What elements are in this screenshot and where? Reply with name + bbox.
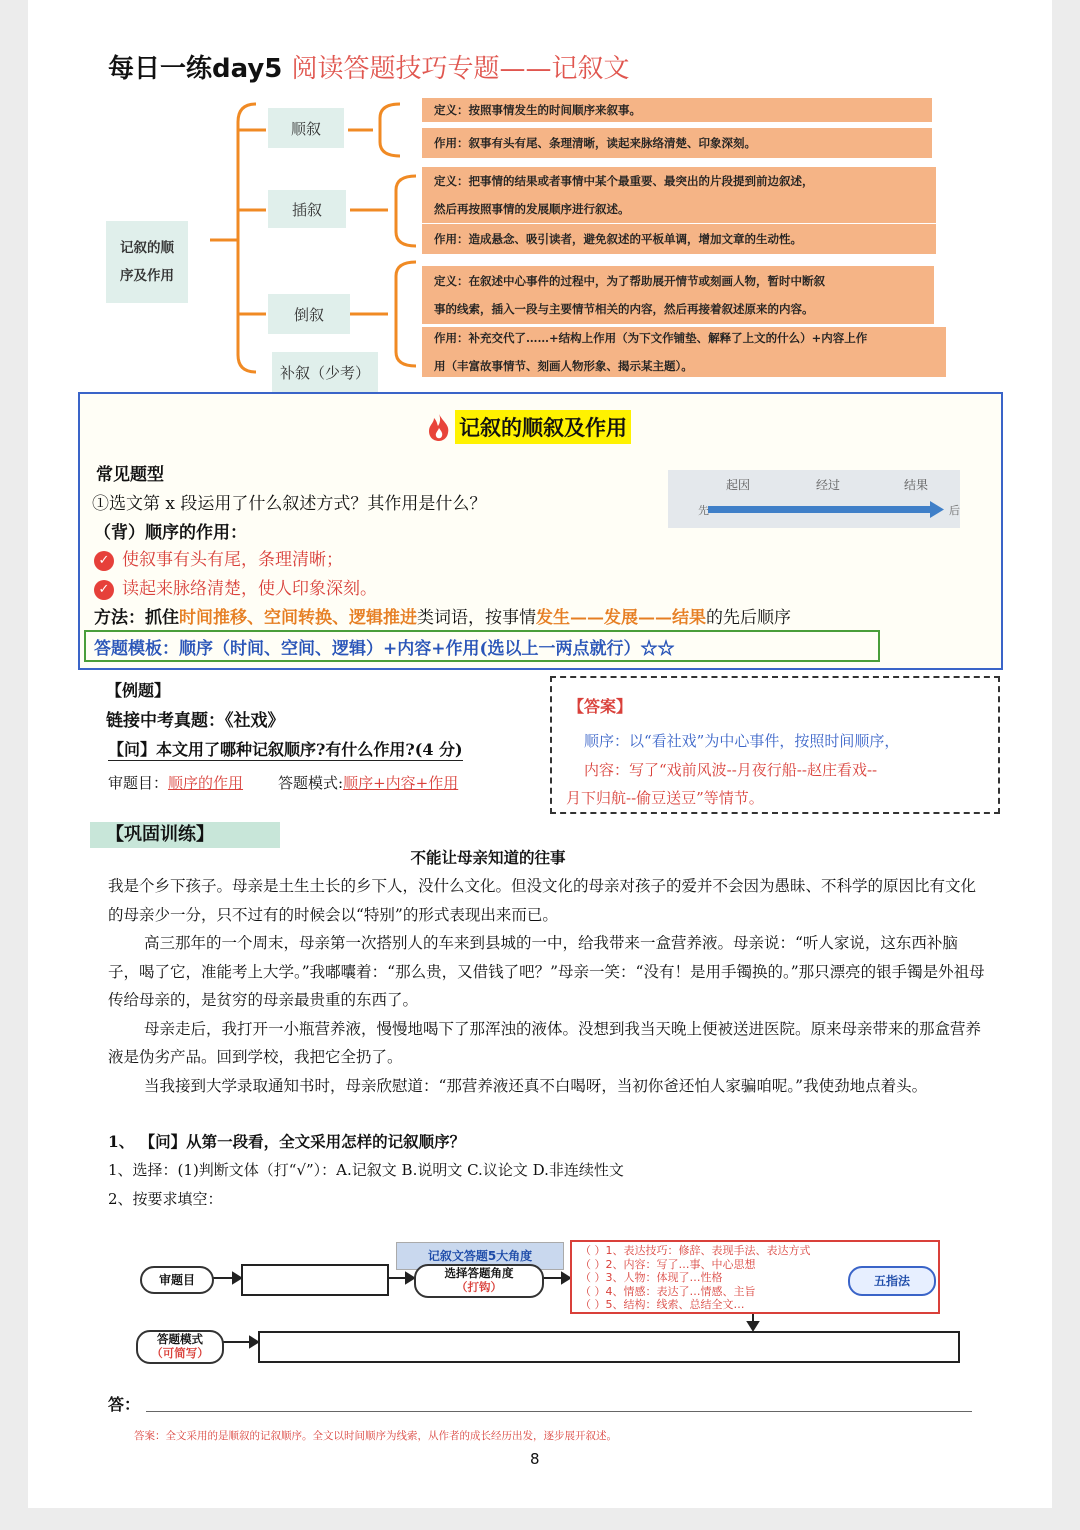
angles-title: 记叙文答题5大角度 bbox=[396, 1242, 564, 1270]
angle-1[interactable]: （ ）1、表达技巧：修辞、表现手法、表达方式 bbox=[580, 1244, 811, 1257]
method-suffix: 的先后顺序 bbox=[706, 608, 791, 628]
example-review bbox=[108, 772, 458, 793]
branch-label: 插叙 bbox=[291, 200, 322, 219]
pattern-step bbox=[136, 1330, 224, 1364]
worksheet-page bbox=[28, 0, 1052, 1508]
choose-angle-hint: （打钩） bbox=[456, 1280, 502, 1294]
passage-body bbox=[108, 872, 988, 1100]
text: 作用：造成悬念、吸引读者，避免叙述的平板单调，增加文章的生动性。 bbox=[434, 232, 802, 246]
review-value: 顺序的作用 bbox=[168, 774, 244, 792]
timeline-figure bbox=[668, 470, 960, 528]
common-question: ①选文第 x 段运用了什么叙述方式？其作用是什么？ bbox=[92, 494, 487, 514]
pattern-step-hint: （可简写） bbox=[151, 1346, 209, 1360]
pattern-label: 答题模式: bbox=[278, 774, 344, 792]
angle-5[interactable]: （ ）5、结构：线索、总结全文… bbox=[580, 1298, 745, 1311]
method-prefix: 方法：抓住 bbox=[94, 608, 179, 628]
chaxu-definition bbox=[422, 266, 934, 324]
pattern-input[interactable] bbox=[258, 1331, 960, 1363]
text: 定义：在叙述中心事件的过程中，为了帮助展开情节或刻画人物，暂时中断叙 bbox=[434, 274, 825, 288]
choose-angle-step bbox=[414, 1264, 544, 1298]
branch-chaxu bbox=[268, 190, 346, 228]
text: 然后再按照事情的发展顺序进行叙述。 bbox=[434, 202, 630, 216]
paragraph-4: 当我接到大学录取通知书时，母亲欣慰道：“那营养液还真不白喝呀，当初你爸还怕人家骗咱呢。”我使劲地点着头。 bbox=[144, 1076, 928, 1095]
review-step: 审题目 bbox=[140, 1266, 214, 1294]
section-heading: 记叙的顺叙及作用 bbox=[455, 410, 631, 444]
shunxu-effect bbox=[422, 128, 932, 158]
mindmap-root-label: 记叙的顺序及作用 bbox=[120, 240, 174, 284]
method-keywords: 时间推移、空间转换、逻辑推进 bbox=[179, 608, 417, 628]
branch-label: 补叙（少考） bbox=[279, 363, 370, 382]
answer-label: 答： bbox=[108, 1395, 141, 1414]
daoxu-effect bbox=[422, 224, 936, 254]
paragraph-1: 我是个乡下孩子。母亲是土生土长的乡下人，没什么文化。但没文化的母亲对孩子的爱并不会因为愚昧、不科学的原因比有文化的母亲少一分，只不过有的时候会以“特别”的形式表现出来而已。 bbox=[108, 877, 977, 924]
branch-daoxu bbox=[268, 294, 350, 334]
point-1 bbox=[94, 545, 343, 571]
five-finger-badge: 五指法 bbox=[848, 1266, 936, 1296]
choose-angle-label: 选择答题角度 bbox=[444, 1266, 514, 1280]
shunxu-definition bbox=[422, 98, 932, 122]
angle-3[interactable]: （ ）3、人物：体现了…性格 bbox=[580, 1271, 723, 1284]
timeline-start: 先 bbox=[698, 504, 709, 517]
title-main: 每日一练day5 bbox=[108, 54, 292, 84]
title-topic: 阅读答题技巧专题——记叙文 bbox=[291, 54, 630, 84]
daoxu-definition bbox=[422, 167, 936, 223]
example-question: 【问】本文用了哪种记叙顺序?有什么作用?(4 分) bbox=[108, 737, 463, 761]
answer-line[interactable] bbox=[146, 1411, 972, 1412]
example-link: 链接中考真题：《社戏》 bbox=[106, 711, 285, 731]
pattern-value: 顺序+内容+作用 bbox=[343, 774, 459, 792]
angle-2[interactable]: （ ）2、内容：写了…事、中心思想 bbox=[580, 1257, 756, 1271]
method-line bbox=[94, 603, 791, 628]
angle-4[interactable]: （ ）4、情感：表达了…情感、主旨 bbox=[580, 1284, 756, 1298]
point-2-text: 读起来脉络清楚，使人印象深刻。 bbox=[122, 579, 377, 599]
paragraph-2: 高三那年的一个周末，母亲第一次搭别人的车来到县城的一中，给我带来一盒营养液。母亲说：“听人家说，这东西补脑子，喝了它，准能考上大学。”我嘟囔着：“那么贵，又借钱了吧？”母亲一笑：“没有！是用手镯换的。”那只漂亮的银手镯是外祖母传给母亲的，是贫穷的母亲最贵重的东西了。 bbox=[108, 934, 985, 1009]
pattern-step-label: 答题模式 bbox=[157, 1332, 203, 1346]
practice-question: 1、 【问】从第一段看，全文采用怎样的记叙顺序？ bbox=[108, 1132, 466, 1151]
text: 作用：补充交代了……+结构上作用（为下文作铺垫、解释了上文的什么）+内容上作 bbox=[434, 331, 868, 345]
method-sequence: 发生——发展——结果 bbox=[536, 608, 706, 628]
timeline-result: 结果 bbox=[904, 478, 929, 492]
review-label: 审题目： bbox=[108, 774, 169, 792]
check-icon: ✓ bbox=[94, 551, 114, 571]
answer-title: 【答案】 bbox=[568, 697, 633, 716]
branch-buxu bbox=[272, 352, 378, 392]
timeline-cause: 起因 bbox=[726, 478, 751, 492]
check-icon: ✓ bbox=[94, 580, 114, 600]
timeline-process: 经过 bbox=[816, 478, 841, 492]
point-2 bbox=[94, 574, 377, 600]
common-types-label: 常见题型 bbox=[96, 465, 164, 485]
recite-label: （背）顺序的作用： bbox=[94, 523, 247, 543]
branch-label: 顺叙 bbox=[290, 119, 321, 138]
method-mid: 类词语，按事情 bbox=[417, 608, 536, 628]
genre-choice[interactable]: 1、选择：(1)判断文体（打“√”）：A.记叙文 B.说明文 C.议论文 D.非连续性文 bbox=[108, 1161, 624, 1179]
example-label: 【例题】 bbox=[106, 681, 171, 700]
branch-shunxu bbox=[268, 108, 344, 148]
practice-label: 【巩固训练】 bbox=[90, 822, 280, 848]
answer-template: 答题模板：顺序（时间、空间、逻辑）+内容+作用(选以上一两点就行）☆☆ bbox=[84, 630, 880, 662]
chaxu-effect bbox=[422, 327, 946, 377]
point-1-text: 使叙事有头有尾，条理清晰； bbox=[122, 550, 343, 570]
review-input[interactable] bbox=[241, 1264, 389, 1296]
passage-title: 不能让母亲知道的往事 bbox=[410, 848, 566, 867]
text: 定义：把事情的结果或者事情中某个最重要、最突出的片段提到前边叙述， bbox=[434, 174, 814, 188]
timeline-end: 后 bbox=[949, 504, 960, 517]
example-answer-box bbox=[550, 676, 1000, 814]
answer-line-3: 月下归航--偷豆送豆”等情节。 bbox=[566, 789, 764, 807]
branch-label: 倒叙 bbox=[293, 305, 324, 324]
mindmap-root bbox=[106, 221, 188, 303]
answer-key: 答案：全文采用的是顺叙的记叙顺序。全文以时间顺序为线索，从作者的成长经历出发，逐步展开叙述。 bbox=[134, 1430, 617, 1442]
answer-line-2: 内容：写了“戏前风波--月夜行船--赵庄看戏-- bbox=[584, 761, 878, 779]
flame-icon bbox=[426, 412, 452, 446]
text: 作用：叙事有头有尾、条理清晰，读起来脉络清楚、印象深刻。 bbox=[434, 136, 756, 150]
fill-instruction: 2、按要求填空： bbox=[108, 1190, 223, 1208]
text: 事的线索，插入一段与主要情节相关的内容，然后再接着叙述原来的内容。 bbox=[434, 302, 814, 316]
page-number: 8 bbox=[530, 1450, 540, 1468]
paragraph-3: 母亲走后，我打开一小瓶营养液，慢慢地喝下了那浑浊的液体。没想到我当天晚上便被送进医院。原来母亲带来的那盒营养液是伪劣产品。回到学校，我把它全扔了。 bbox=[108, 1019, 982, 1066]
answer-line-1: 顺序：以“看社戏”为中心事件，按照时间顺序， bbox=[584, 732, 900, 750]
text: 定义：按照事情发生的时间顺序来叙事。 bbox=[434, 103, 641, 117]
text: 用（丰富故事情节、刻画人物形象、揭示某主题）。 bbox=[434, 359, 693, 373]
shunxu-section bbox=[78, 392, 1003, 670]
